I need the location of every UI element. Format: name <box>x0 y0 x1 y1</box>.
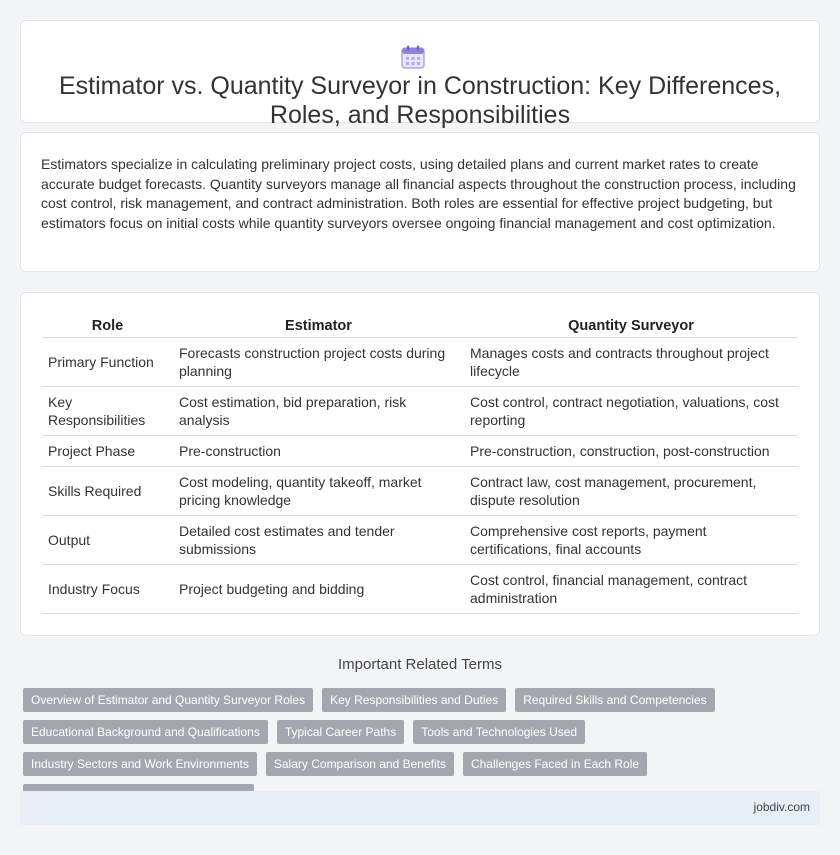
tag-career-paths[interactable]: Typical Career Paths <box>277 720 404 744</box>
row-label: Skills Required <box>42 466 173 515</box>
quantity-surveyor-cell: Cost control, financial management, contract administration <box>464 564 798 613</box>
tag-overview[interactable]: Overview of Estimator and Quantity Surveyor Roles <box>23 688 313 712</box>
tag-tools[interactable]: Tools and Technologies Used <box>413 720 585 744</box>
quantity-surveyor-cell: Manages costs and contracts throughout project lifecycle <box>464 337 798 386</box>
header-estimator: Estimator <box>173 315 464 337</box>
row-label: Output <box>42 515 173 564</box>
page-title: Estimator vs. Quantity Surveyor in Construction: Key Differences, Roles, and Responsibilities <box>58 72 782 129</box>
comparison-table <box>42 315 798 614</box>
estimator-cell: Cost modeling, quantity takeoff, market pricing knowledge <box>173 466 464 515</box>
estimator-cell: Forecasts construction project costs during planning <box>173 337 464 386</box>
related-terms-title: Important Related Terms <box>338 656 502 673</box>
row-label: Project Phase <box>42 435 173 466</box>
quantity-surveyor-cell: Cost control, contract negotiation, valuations, cost reporting <box>464 386 798 435</box>
footer <box>20 791 820 825</box>
estimator-cell: Project budgeting and bidding <box>173 564 464 613</box>
tag-responsibilities[interactable]: Key Responsibilities and Duties <box>322 688 506 712</box>
header-card <box>20 20 820 129</box>
footer-site-link[interactable]: jobdiv.com <box>753 800 810 814</box>
table-header-row <box>42 315 798 337</box>
tag-industry-sectors[interactable]: Industry Sectors and Work Environments <box>23 752 257 776</box>
quantity-surveyor-cell: Comprehensive cost reports, payment certifications, final accounts <box>464 515 798 564</box>
header-role: Role <box>42 315 173 337</box>
estimator-cell: Cost estimation, bid preparation, risk analysis <box>173 386 464 435</box>
table-row <box>42 435 798 466</box>
header-quantity-surveyor: Quantity Surveyor <box>464 315 798 337</box>
table-row <box>42 337 798 386</box>
table-row <box>42 515 798 564</box>
row-label: Primary Function <box>42 337 173 386</box>
intro-card <box>20 132 820 272</box>
tag-education[interactable]: Educational Background and Qualifications <box>23 720 268 744</box>
table-row <box>42 386 798 435</box>
intro-paragraph: Estimators specialize in calculating preliminary project costs, using detailed plans and current market rates to create accurate budget forecasts. Quantity surveyors manage all financial aspects throughout the construction process, including cost control, risk management, and contract administration. Both roles are essential for effective project budgeting, but estimators focus on initial costs while quantity surveyors oversee ongoing financial management and cost optimization. <box>41 156 796 231</box>
row-label: Key Responsibilities <box>42 386 173 435</box>
row-label: Industry Focus <box>42 564 173 613</box>
calendar-icon <box>400 44 426 70</box>
title-wrap <box>21 44 819 130</box>
tag-skills[interactable]: Required Skills and Competencies <box>515 688 714 712</box>
table-row <box>42 564 798 613</box>
table-row <box>42 466 798 515</box>
estimator-cell: Pre-construction <box>173 435 464 466</box>
comparison-card <box>20 292 820 636</box>
quantity-surveyor-cell: Pre-construction, construction, post-construction <box>464 435 798 466</box>
estimator-cell: Detailed cost estimates and tender submissions <box>173 515 464 564</box>
tag-challenges[interactable]: Challenges Faced in Each Role <box>463 752 647 776</box>
tag-salary[interactable]: Salary Comparison and Benefits <box>266 752 454 776</box>
quantity-surveyor-cell: Contract law, cost management, procurement, dispute resolution <box>464 466 798 515</box>
